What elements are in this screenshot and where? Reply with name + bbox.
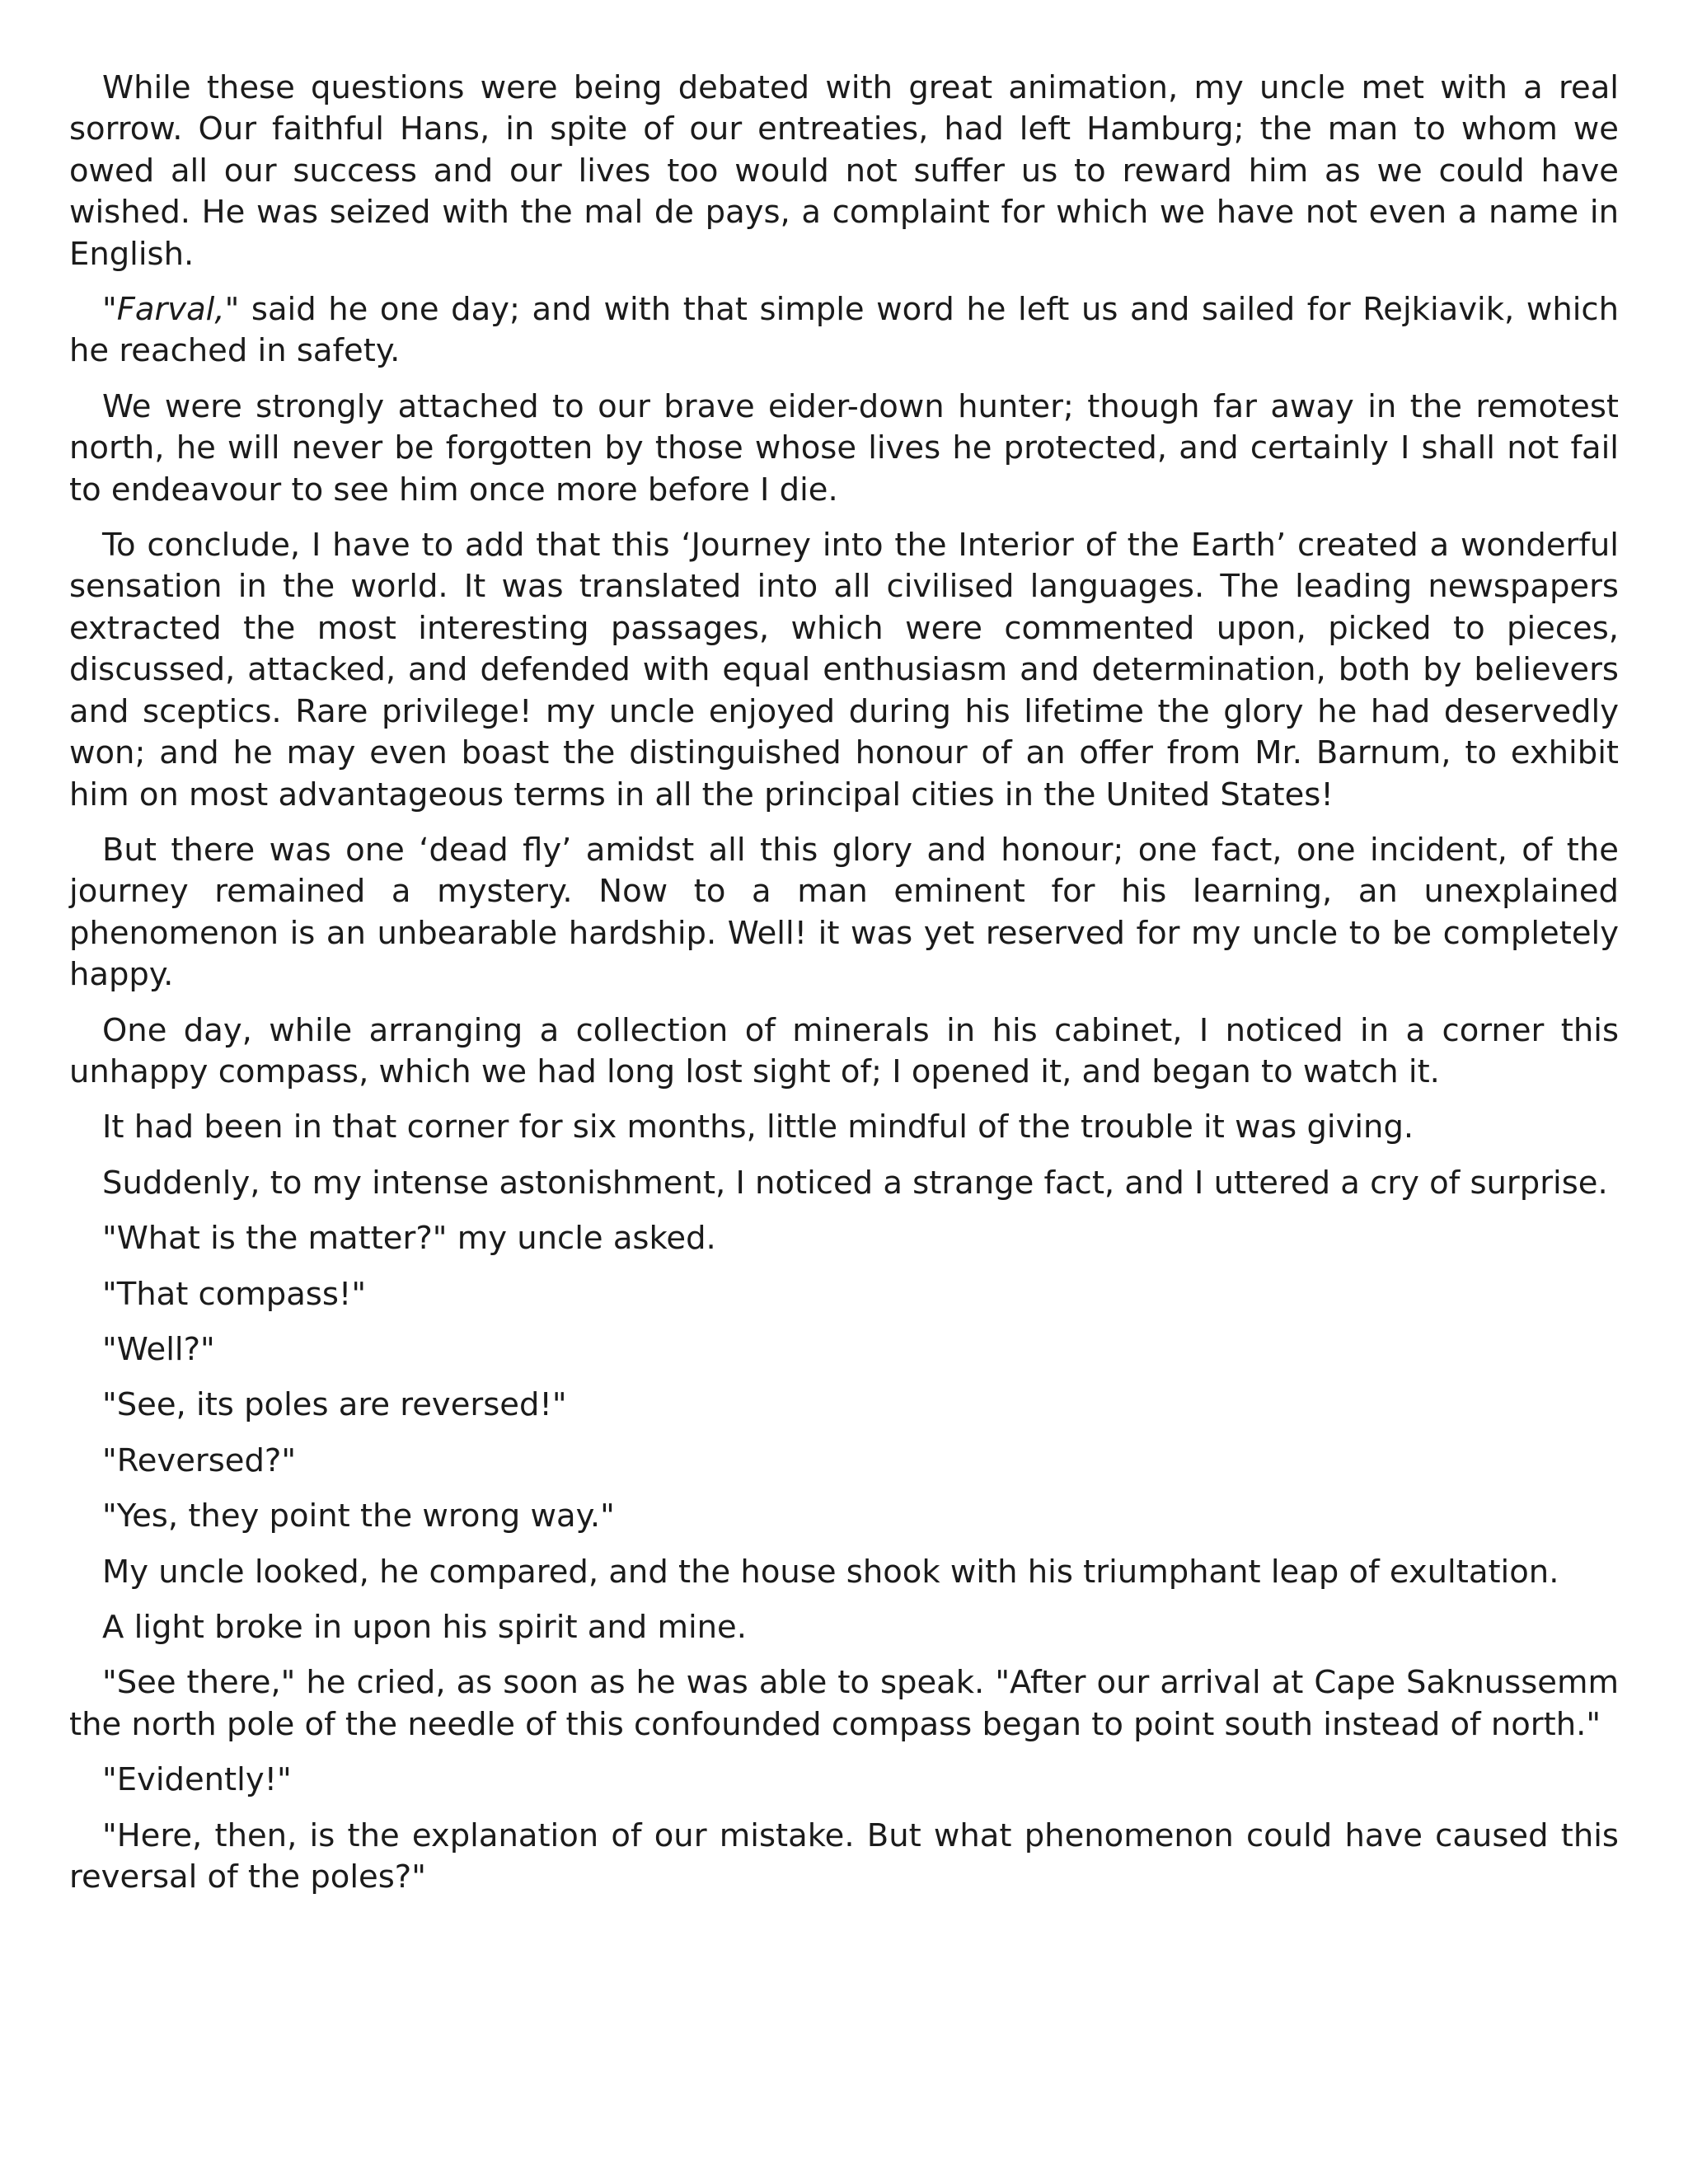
dialogue-reversed: "Reversed?" [102, 1441, 297, 1479]
paragraph-attached: We were strongly attached to our brave eider-down hunter; though far away in the remotest north, he will never be forgotten by those whose lives he protected, and certainly I shall not fail to endeavour to see him once more before I die. [69, 387, 1619, 509]
dialogue-evidently: "Evidently!" [102, 1761, 292, 1799]
dialogue-well: "Well?" [102, 1330, 215, 1368]
paragraph-six-months: It had been in that corner for six months, little mindful of the trouble it was giving. [102, 1108, 1414, 1146]
dialogue-see-there: "See there," he cried, as soon as he was able to speak. "After our arrival at Cape Saknussemm the north pole of the needle of this confounded compass began to point south instead of north." [69, 1664, 1619, 1743]
paragraph-farval [69, 289, 1619, 373]
paragraph-light-broke: A light broke in upon his spirit and mine. [102, 1609, 747, 1646]
italic-word-farval: Farval, [116, 291, 225, 329]
quote-open: " [102, 291, 117, 329]
dialogue-poles-reversed: "See, its poles are reversed!" [102, 1386, 567, 1424]
paragraph-hans-sorrow: While these questions were being debated with great animation, my uncle met with a real sorrow. Our faithful Hans, in spite of our entreaties, had left Hamburg; the man to whom we owed all our success and our lives too would not suffer us to reward him as we could have wished. He was seized with the mal de pays, a complaint for which we have not even a name in English. [69, 69, 1619, 273]
dialogue-explanation: "Here, then, is the explanation of our mistake. But what phenomenon could have caused this reversal of the poles?" [69, 1816, 1619, 1896]
paragraph-suddenly: Suddenly, to my intense astonishment, I noticed a strange fact, and I uttered a cry of surprise. [102, 1164, 1608, 1202]
dialogue-wrong-way: "Yes, they point the wrong way." [102, 1497, 615, 1535]
paragraph-conclude: To conclude, I have to add that this ‘Journey into the Interior of the Earth’ created a wonderful sensation in the world. It was translated into all civilised languages. The leading newspapers extracted the most interesting passages, which were commented upon, picked to pieces, discussed, attacked, and defended with equal enthusiasm and determination, both by believers and sceptics. Rare privilege! my uncle enjoyed during his lifetime the glory he had deservedly won; and he may even boast the distinguished honour of an offer from Mr. Barnum, to exhibit him on most advantageous terms in all the principal cities in the United States! [69, 527, 1619, 813]
dialogue-what-is-matter: "What is the matter?" my uncle asked. [102, 1220, 716, 1258]
paragraph-uncle-looked: My uncle looked, he compared, and the house shook with his triumphant leap of exultation. [102, 1553, 1559, 1591]
document-page [69, 68, 1619, 1898]
farval-rest: " said he one day; and with that simple word he left us and sailed for Rejkiavik, which he reached in safety. [69, 291, 1619, 370]
paragraph-one-day: One day, while arranging a collection of minerals in his cabinet, I noticed in a corner this unhappy compass, which we had long lost sight of; I opened it, and began to watch it. [69, 1011, 1619, 1090]
dialogue-that-compass: "That compass!" [102, 1275, 367, 1313]
paragraph-dead-fly: But there was one ‘dead fly’ amidst all this glory and honour; one fact, one incident, of the journey remained a mystery. Now to a man eminent for his learning, an unexplained phenomenon is an unbearable hardship. Well! it was yet reserved for my uncle to be completely happy. [69, 831, 1619, 994]
